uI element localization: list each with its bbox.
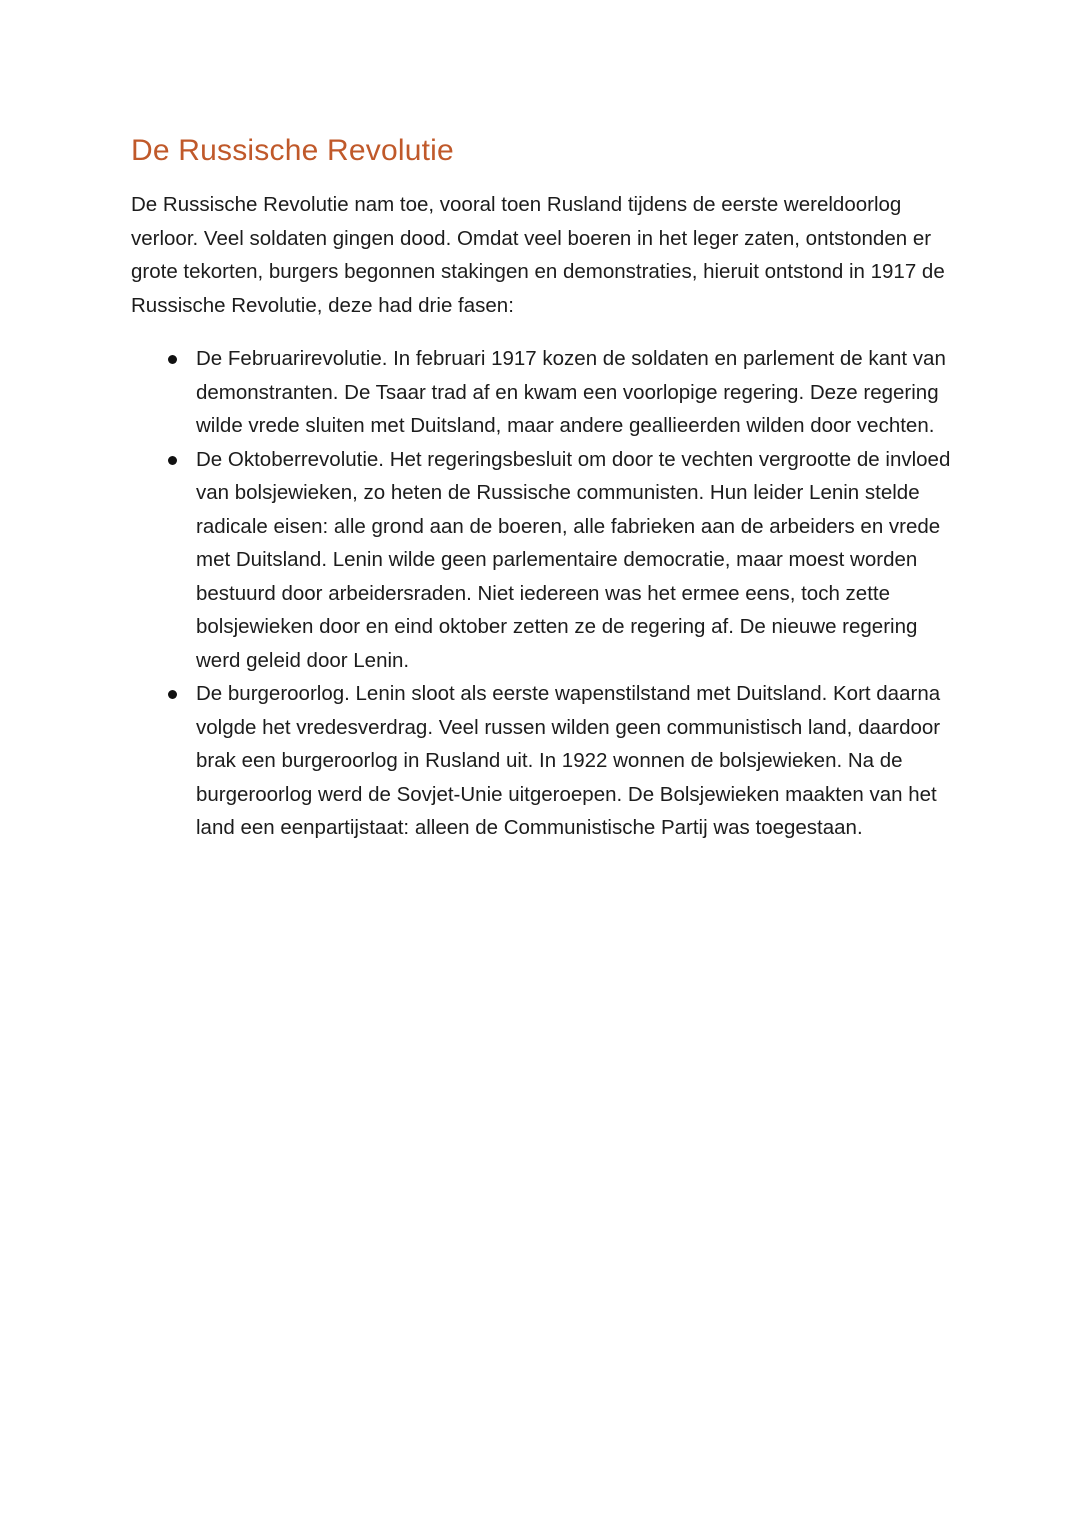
list-item-text: De Februarirevolutie. In februari 1917 kozen de soldaten en parlement de kant van demonstranten. De Tsaar trad af en kwam een voorlopige regering. Deze regering wilde vrede sluiten met Duitsland, maar andere geallieerden wilden door vechten. [196,347,946,437]
list-item [131,677,961,845]
bullet-icon [168,690,177,699]
bullet-icon [168,355,177,364]
list-item [131,342,961,443]
phases-list [131,342,961,845]
intro-paragraph: De Russische Revolutie nam toe, vooral toen Rusland tijdens de eerste wereldoorlog verloor. Veel soldaten gingen dood. Omdat veel boeren in het leger zaten, ontstonden er grote tekorten, burgers begonnen stakingen en demonstraties, hieruit ontstond in 1917 de Russische Revolutie, deze had drie fasen: [131,193,945,317]
list-item-text: De burgeroorlog. Lenin sloot als eerste wapenstilstand met Duitsland. Kort daarna volgde het vredesverdrag. Veel russen wilden geen communistisch land, daardoor brak een burgeroorlog in Rusland uit. In 1922 wonnen de bolsjewieken. Na de burgeroorlog werd de Sovjet-Unie uitgeroepen. De Bolsjewieken maakten van het land een eenpartijstaat: alleen de Communistische Partij was toegestaan. [196,682,941,839]
bullet-icon [168,456,177,465]
list-item-text: De Oktoberrevolutie. Het regeringsbesluit om door te vechten vergrootte de invloed van bolsjewieken, zo heten de Russische communisten. Hun leider Lenin stelde radicale eisen: alle grond aan de boeren, alle fabrieken aan de arbeiders en vrede met Duitsland. Lenin wilde geen parlementaire democratie, maar moest worden bestuurd door arbeidersraden. Niet iedereen was het ermee eens, toch zette bolsjewieken door en eind oktober zetten ze de regering af. De nieuwe regering werd geleid door Lenin. [196,447,951,672]
document-content [131,128,961,845]
page-title: De Russische Revolutie [131,134,454,167]
list-item [131,443,961,678]
